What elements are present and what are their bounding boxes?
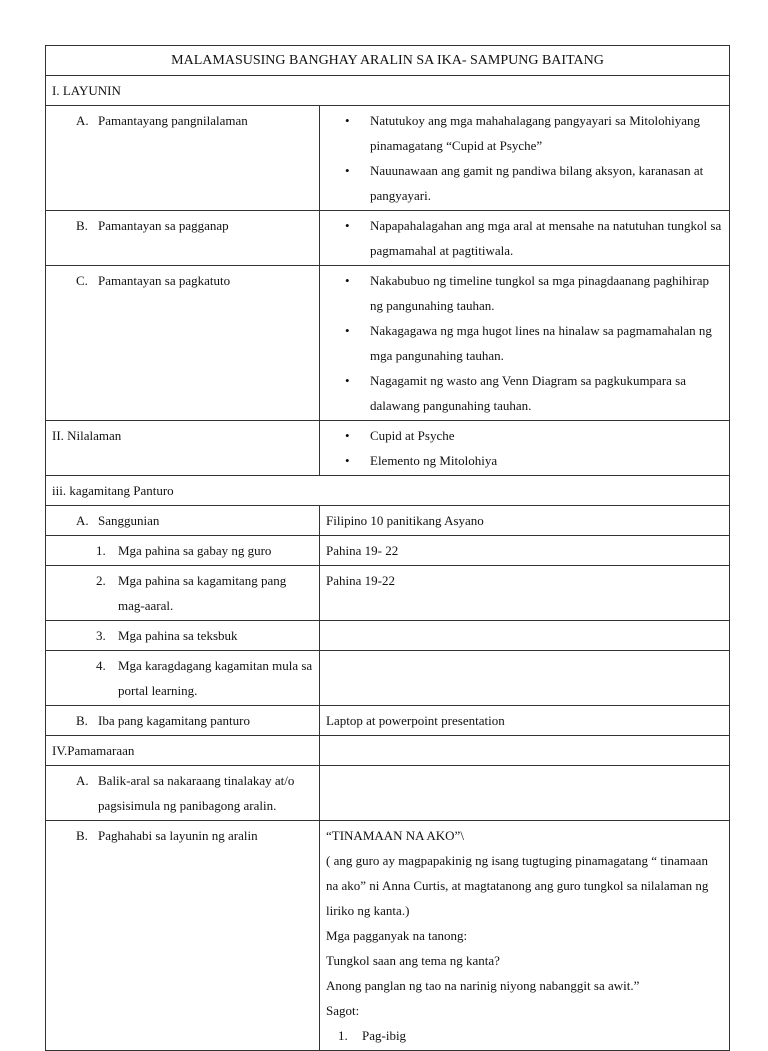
procedure-value: [320, 766, 730, 821]
table-row: [46, 766, 730, 821]
lesson-plan-table: [45, 45, 730, 1051]
section-heading-kagamitan: iii. kagamitang Panturo: [46, 476, 730, 506]
resource-label: Mga karagdagang kagamitan mula sa portal learning.: [118, 658, 313, 698]
resource-value: Pahina 19- 22: [320, 536, 730, 566]
section-row: [46, 736, 730, 766]
procedure-content-cell: [320, 821, 730, 1051]
bullet-item: • Nakabubuo ng timeline tungkol sa mga pinagdaanang paghihirap ng pangunahing tauhan.: [370, 268, 723, 318]
objective-label-cell: [46, 106, 320, 211]
document-title: MALAMASUSING BANGHAY ARALIN SA IKA- SAMPUNG BAITANG: [46, 46, 730, 76]
label-cell: [46, 766, 320, 821]
label-cell: [46, 536, 320, 566]
objective-label: Pamantayan sa pagkatuto: [98, 273, 231, 288]
section-heading-pamamaraan: IV.Pamamaraan: [46, 736, 320, 766]
label-cell: [46, 651, 320, 706]
table-row: [46, 506, 730, 536]
item-marker: B.: [76, 713, 88, 728]
table-row: [46, 566, 730, 621]
objective-label-cell: [46, 266, 320, 421]
question-text: Tungkol saan ang tema ng kanta?: [326, 953, 500, 968]
questions-heading: Mga pagganyak na tanong:: [326, 928, 468, 943]
table-row: [46, 421, 730, 476]
resource-label: Mga pahina sa teksbuk: [118, 628, 238, 643]
bullet-item: • Nakagagawa ng mga hugot lines na hinalaw sa pagmamahalan ng mga pangunahing tauhan.: [370, 318, 723, 368]
instruction-text: ( ang guro ay magpapakinig ng isang tugtuging pinamagatang “ tinamaan na ako” ni Anna Curtis, at magtatanong ang guro tungkol sa nilalaman ng liriko ng kanta.): [326, 853, 709, 918]
bullet-item: • Nagagamit ng wasto ang Venn Diagram sa pagkukumpara sa dalawang pangunahing tauhan.: [370, 368, 723, 418]
section-row: [46, 76, 730, 106]
bullet-item: • Nauunawaan ang gamit ng pandiwa bilang aksyon, karanasan at pangyayari.: [370, 158, 723, 208]
bullet-item: • Cupid at Psyche: [370, 423, 723, 448]
objective-label-cell: [46, 211, 320, 266]
objective-label: Pamantayan sa pagganap: [98, 218, 229, 233]
answer-text: Pag-ibig: [362, 1028, 407, 1043]
item-marker: 4.: [96, 658, 106, 673]
answer-heading: Sagot:: [326, 1003, 360, 1018]
bullet-item: • Napapahalagahan ang mga aral at mensahe na natutuhan tungkol sa pagmamahal at pagtitiwala.: [370, 213, 723, 263]
item-marker: 1.: [338, 1028, 348, 1043]
item-marker: 3.: [96, 628, 106, 643]
table-row: [46, 536, 730, 566]
label-cell: [46, 621, 320, 651]
resource-value: [320, 651, 730, 706]
question-text: Anong panglan ng tao na narinig niyong nabanggit sa awit.”: [326, 978, 640, 993]
section-row: [46, 476, 730, 506]
answer-item: [326, 1023, 723, 1048]
objective-label: Pamantayang pangnilalaman: [98, 113, 248, 128]
procedure-label: Balik-aral sa nakaraang tinalakay at/o pagsisimula ng panibagong aralin.: [98, 773, 295, 813]
table-row: [46, 106, 730, 211]
resource-label: Mga pahina sa gabay ng guro: [118, 543, 272, 558]
table-row: [46, 651, 730, 706]
content-cell: [320, 421, 730, 476]
table-row: [46, 211, 730, 266]
item-marker: C.: [76, 273, 88, 288]
objective-content-cell: [320, 106, 730, 211]
table-row: [46, 821, 730, 1051]
label-cell: [46, 506, 320, 536]
item-marker: 1.: [96, 543, 106, 558]
section-heading-nilalaman: II. Nilalaman: [46, 421, 320, 476]
table-row: [46, 266, 730, 421]
resource-label: Mga pahina sa kagamitang pang mag-aaral.: [118, 573, 287, 613]
bullet-item: • Elemento ng Mitolohiya: [370, 448, 723, 473]
item-marker: B.: [76, 828, 88, 843]
resource-label: Iba pang kagamitang panturo: [98, 713, 250, 728]
resource-value: Pahina 19-22: [320, 566, 730, 621]
empty-cell: [320, 736, 730, 766]
item-marker: 2.: [96, 573, 106, 588]
item-marker: A.: [76, 513, 89, 528]
song-title: “TINAMAAN NA AKO”\: [326, 828, 464, 843]
item-marker: A.: [76, 773, 89, 788]
item-marker: A.: [76, 113, 89, 128]
resource-value: [320, 621, 730, 651]
label-cell: [46, 706, 320, 736]
title-row: [46, 46, 730, 76]
procedure-label: Paghahabi sa layunin ng aralin: [98, 828, 258, 843]
label-cell: [46, 821, 320, 1051]
item-marker: B.: [76, 218, 88, 233]
table-row: [46, 706, 730, 736]
resource-value: Laptop at powerpoint presentation: [320, 706, 730, 736]
section-heading-layunin: I. LAYUNIN: [46, 76, 730, 106]
sanggunian-label: Sanggunian: [98, 513, 160, 528]
objective-content-cell: [320, 211, 730, 266]
sanggunian-value: Filipino 10 panitikang Asyano: [320, 506, 730, 536]
bullet-item: • Natutukoy ang mga mahahalagang pangyayari sa Mitolohiyang pinamagatang “Cupid at Psyche”: [370, 108, 723, 158]
label-cell: [46, 566, 320, 621]
objective-content-cell: [320, 266, 730, 421]
table-row: [46, 621, 730, 651]
